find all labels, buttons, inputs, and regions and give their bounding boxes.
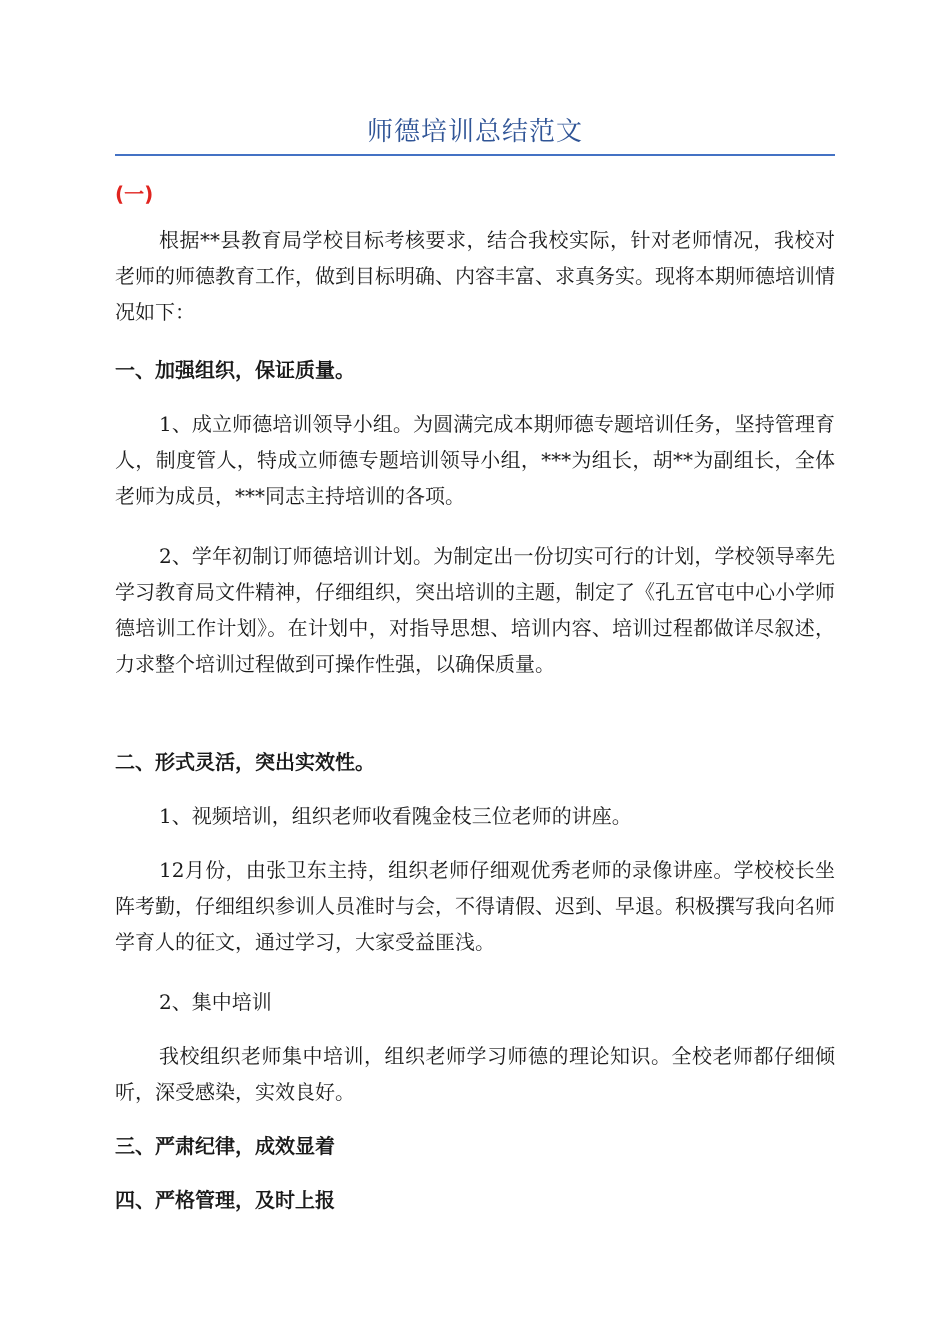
document-title: 师德培训总结范文 — [366, 117, 583, 147]
title-underline — [115, 154, 835, 156]
section-1-paragraph-1: 1、成立师德培训领导小组。为圆满完成本期师德专题培训任务，坚持管理育人，制度管人，特成立师德专题培训领导小组，***为组长，胡**为副组长，全体老师为成员，***同志主持培训的各项。 — [115, 412, 835, 508]
section-2-paragraph-4: 我校组织老师集中培训，组织老师学习师德的理论知识。全校老师都仔细倾听，深受感染，实效良好。 — [115, 1044, 835, 1104]
section-2-paragraph-3: 2、集中培训 — [159, 990, 272, 1014]
section-marker: (一) — [115, 182, 154, 206]
section-heading-1: 一、加强组织，保证质量。 — [115, 358, 355, 382]
section-2-paragraph-1: 1、视频培训，组织老师收看隗金枝三位老师的讲座。 — [159, 804, 632, 828]
section-2-paragraph-2: 12月份，由张卫东主持，组织老师仔细观优秀老师的录像讲座。学校校长坐阵考勤，仔细组织参训人员准时与会，不得请假、迟到、早退。积极撰写我向名师学育人的征文，通过学习，大家受益匪浅。 — [115, 858, 835, 954]
section-heading-4: 四、严格管理，及时上报 — [115, 1188, 335, 1212]
section-1-paragraph-2: 2、学年初制订师德培训计划。为制定出一份切实可行的计划，学校领导率先学习教育局文件精神，仔细组织，突出培训的主题，制定了《孔五官屯中心小学师德培训工作计划》。在计划中，对指导思想、培训内容、培训过程都做详尽叙述，力求整个培训过程做到可操作性强，以确保质量。 — [115, 544, 835, 676]
section-heading-2: 二、形式灵活，突出实效性。 — [115, 750, 375, 774]
section-heading-3: 三、严肃纪律，成效显着 — [115, 1134, 335, 1158]
intro-paragraph: 根据**县教育局学校目标考核要求，结合我校实际，针对老师情况，我校对老师的师德教育工作，做到目标明确、内容丰富、求真务实。现将本期师德培训情况如下： — [115, 228, 835, 324]
